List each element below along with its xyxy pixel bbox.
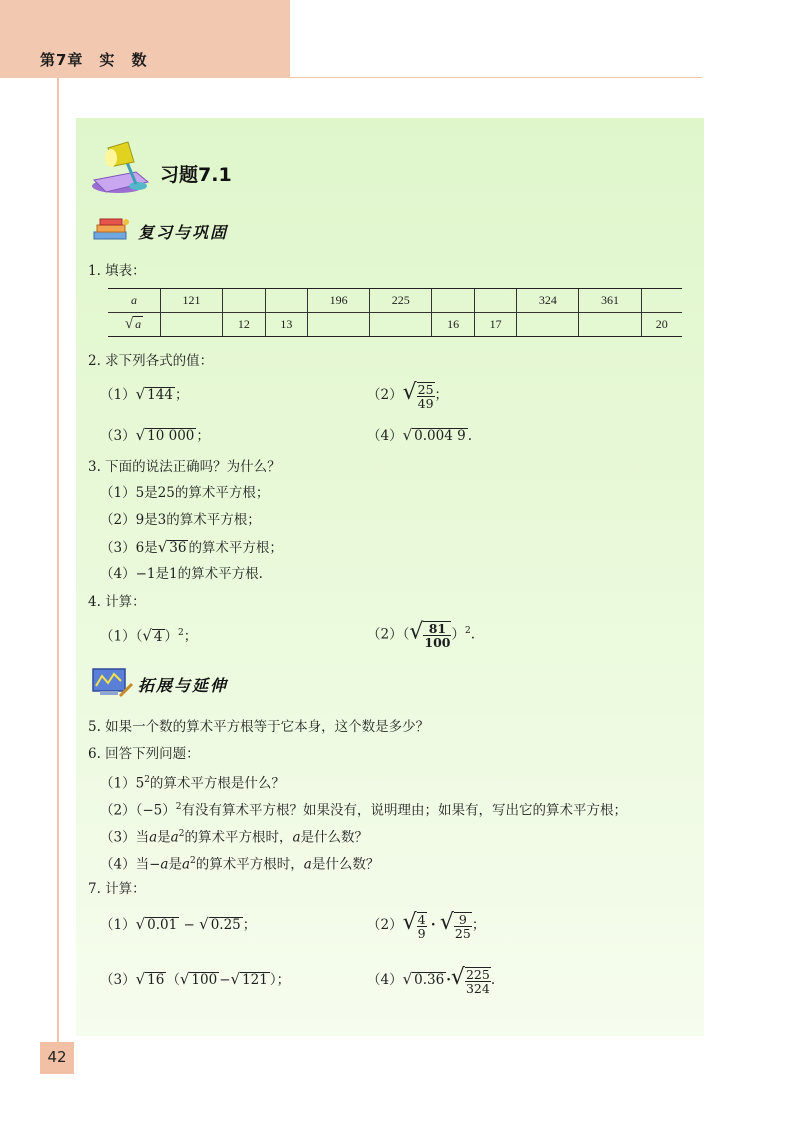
table-cell-sqrt-label: √ a (108, 313, 161, 337)
table-cell: 20 (641, 313, 682, 337)
radicand: 0.25 (210, 917, 241, 933)
q2-item-2: （2）√ $\frac{25}{49}$ ； (367, 380, 449, 411)
punct: ； (434, 387, 449, 403)
q6-prompt: 6. 回答下列问题： (88, 746, 200, 762)
item-number: （4） (367, 428, 403, 444)
q3-item-3: （3）6是√ 36 的算术平方根； (100, 538, 283, 556)
table-cell: 17 (474, 313, 517, 337)
q7-item-1: （1）√ 0.01 − √ 0.25 ； (100, 915, 257, 933)
radicand: 100 (191, 972, 218, 988)
table-cell: 121 (161, 289, 223, 313)
q7-prompt: 7. 计算： (88, 881, 146, 897)
q2-item-4: （4）√ 0.004 9 . (367, 426, 472, 444)
q2-item-3: （3）√ 10 000 ； (100, 426, 210, 444)
radicand: 4 (153, 628, 163, 645)
table-cell: 196 (308, 289, 370, 313)
table-cell (223, 289, 266, 313)
table-cell (579, 313, 641, 337)
table-cell (517, 313, 579, 337)
q7-item-2: （2）√ $\frac{4}{9}$ · √ $\frac{9}{25}$ ； (367, 910, 486, 941)
table-cell: 16 (432, 313, 475, 337)
books-icon (90, 216, 134, 242)
q6-item-2: $(2)(-5)^2$有没有算术平方根？如果没有，说明理由；如果有，写出它的算术平方根； (100, 802, 627, 819)
fraction: $\frac{225}{324}$ (465, 966, 490, 996)
fill-table (108, 288, 682, 337)
fraction: $\frac{9}{25}$ (454, 911, 471, 941)
table-cell (308, 313, 370, 337)
q4-prompt: 4. 计算： (88, 594, 146, 610)
q2-item-1: （1）√ 144 ； (100, 385, 189, 403)
table-cell: 13 (265, 313, 308, 337)
table-cell: 324 (517, 289, 579, 313)
desk-lamp-icon (88, 136, 158, 196)
exercise-title: 习题7.1 (160, 164, 232, 186)
table-cell (641, 289, 682, 313)
radicand: 144 (147, 387, 173, 403)
table-row (108, 313, 682, 337)
punct: . (467, 428, 472, 444)
table-cell (432, 289, 475, 313)
q6-item-3: （3）当a是$a^2$的算术平方根时，a是什么数？ (100, 829, 369, 846)
radicand: 10 000 (147, 428, 195, 444)
item-number: （3） (100, 428, 136, 444)
table-cell (474, 289, 517, 313)
table-cell (370, 313, 432, 337)
table-cell: 361 (579, 289, 641, 313)
item-number: （2） (367, 387, 403, 403)
punct: ； (174, 387, 189, 403)
page-margin-line (57, 78, 59, 1048)
chapter-title: 第7章 实 数 (40, 51, 148, 69)
page-number: 42 (47, 1048, 67, 1066)
radicand: 121 (242, 972, 268, 988)
header-rule (290, 77, 702, 78)
radicand: 16 (147, 972, 165, 988)
q1-prompt: 1. 填表： (88, 263, 146, 279)
radicand: 36 (169, 540, 187, 556)
table-cell: 12 (223, 313, 266, 337)
q3-item-1: （1）5是25的算术平方根； (100, 485, 270, 501)
radicand: 0.01 (147, 917, 178, 933)
monitor-chart-icon (90, 666, 134, 700)
q3-prompt: 3. 下面的说法正确吗？为什么？ (88, 459, 281, 475)
q6-item-4: （4）当−a是$a^2$的算术平方根时，a是什么数？ (100, 856, 380, 873)
radicand: 0.004 9 (414, 428, 466, 444)
q7-item-4: （4）√ 0.36 ·√ $\frac{225}{324}$ . (367, 965, 496, 996)
q7-item-3: （3）√ 16 （√ 100 −√ 121 ）； (100, 970, 291, 988)
q6-item-1: $(1)5^2$的算术平方根是什么？ (100, 775, 285, 792)
table-cell: 225 (370, 289, 432, 313)
section-title-review: 复习与巩固 (138, 223, 229, 242)
radicand: a (135, 317, 142, 331)
radicand: 0.36 (414, 972, 445, 988)
fraction: $\frac{25}{49}$ (417, 381, 434, 411)
table-cell (161, 313, 223, 337)
q3-item-4: （4）−1是1的算术平方根. (100, 566, 263, 582)
fraction: $\frac{81}{100}$ (424, 621, 451, 650)
q4-item-1: （1）（√ 4 ）$^2$； (100, 626, 198, 645)
table-cell (265, 289, 308, 313)
q5-text: 5. 如果一个数的算术平方根等于它本身，这个数是多少？ (88, 719, 430, 735)
q2-prompt: 2. 求下列各式的值： (88, 353, 214, 369)
q4-item-2: （2）（√ $\frac{81}{100}$ ）$^2$. (367, 619, 475, 650)
punct: ； (196, 428, 210, 444)
fraction: $\frac{4}{9}$ (417, 911, 426, 941)
item-number: （1） (100, 387, 136, 403)
table-row (108, 289, 682, 313)
table-cell: a (108, 289, 161, 313)
q3-item-2: （2）9是3的算术平方根； (100, 512, 261, 528)
section-title-extend: 拓展与延伸 (138, 676, 229, 695)
